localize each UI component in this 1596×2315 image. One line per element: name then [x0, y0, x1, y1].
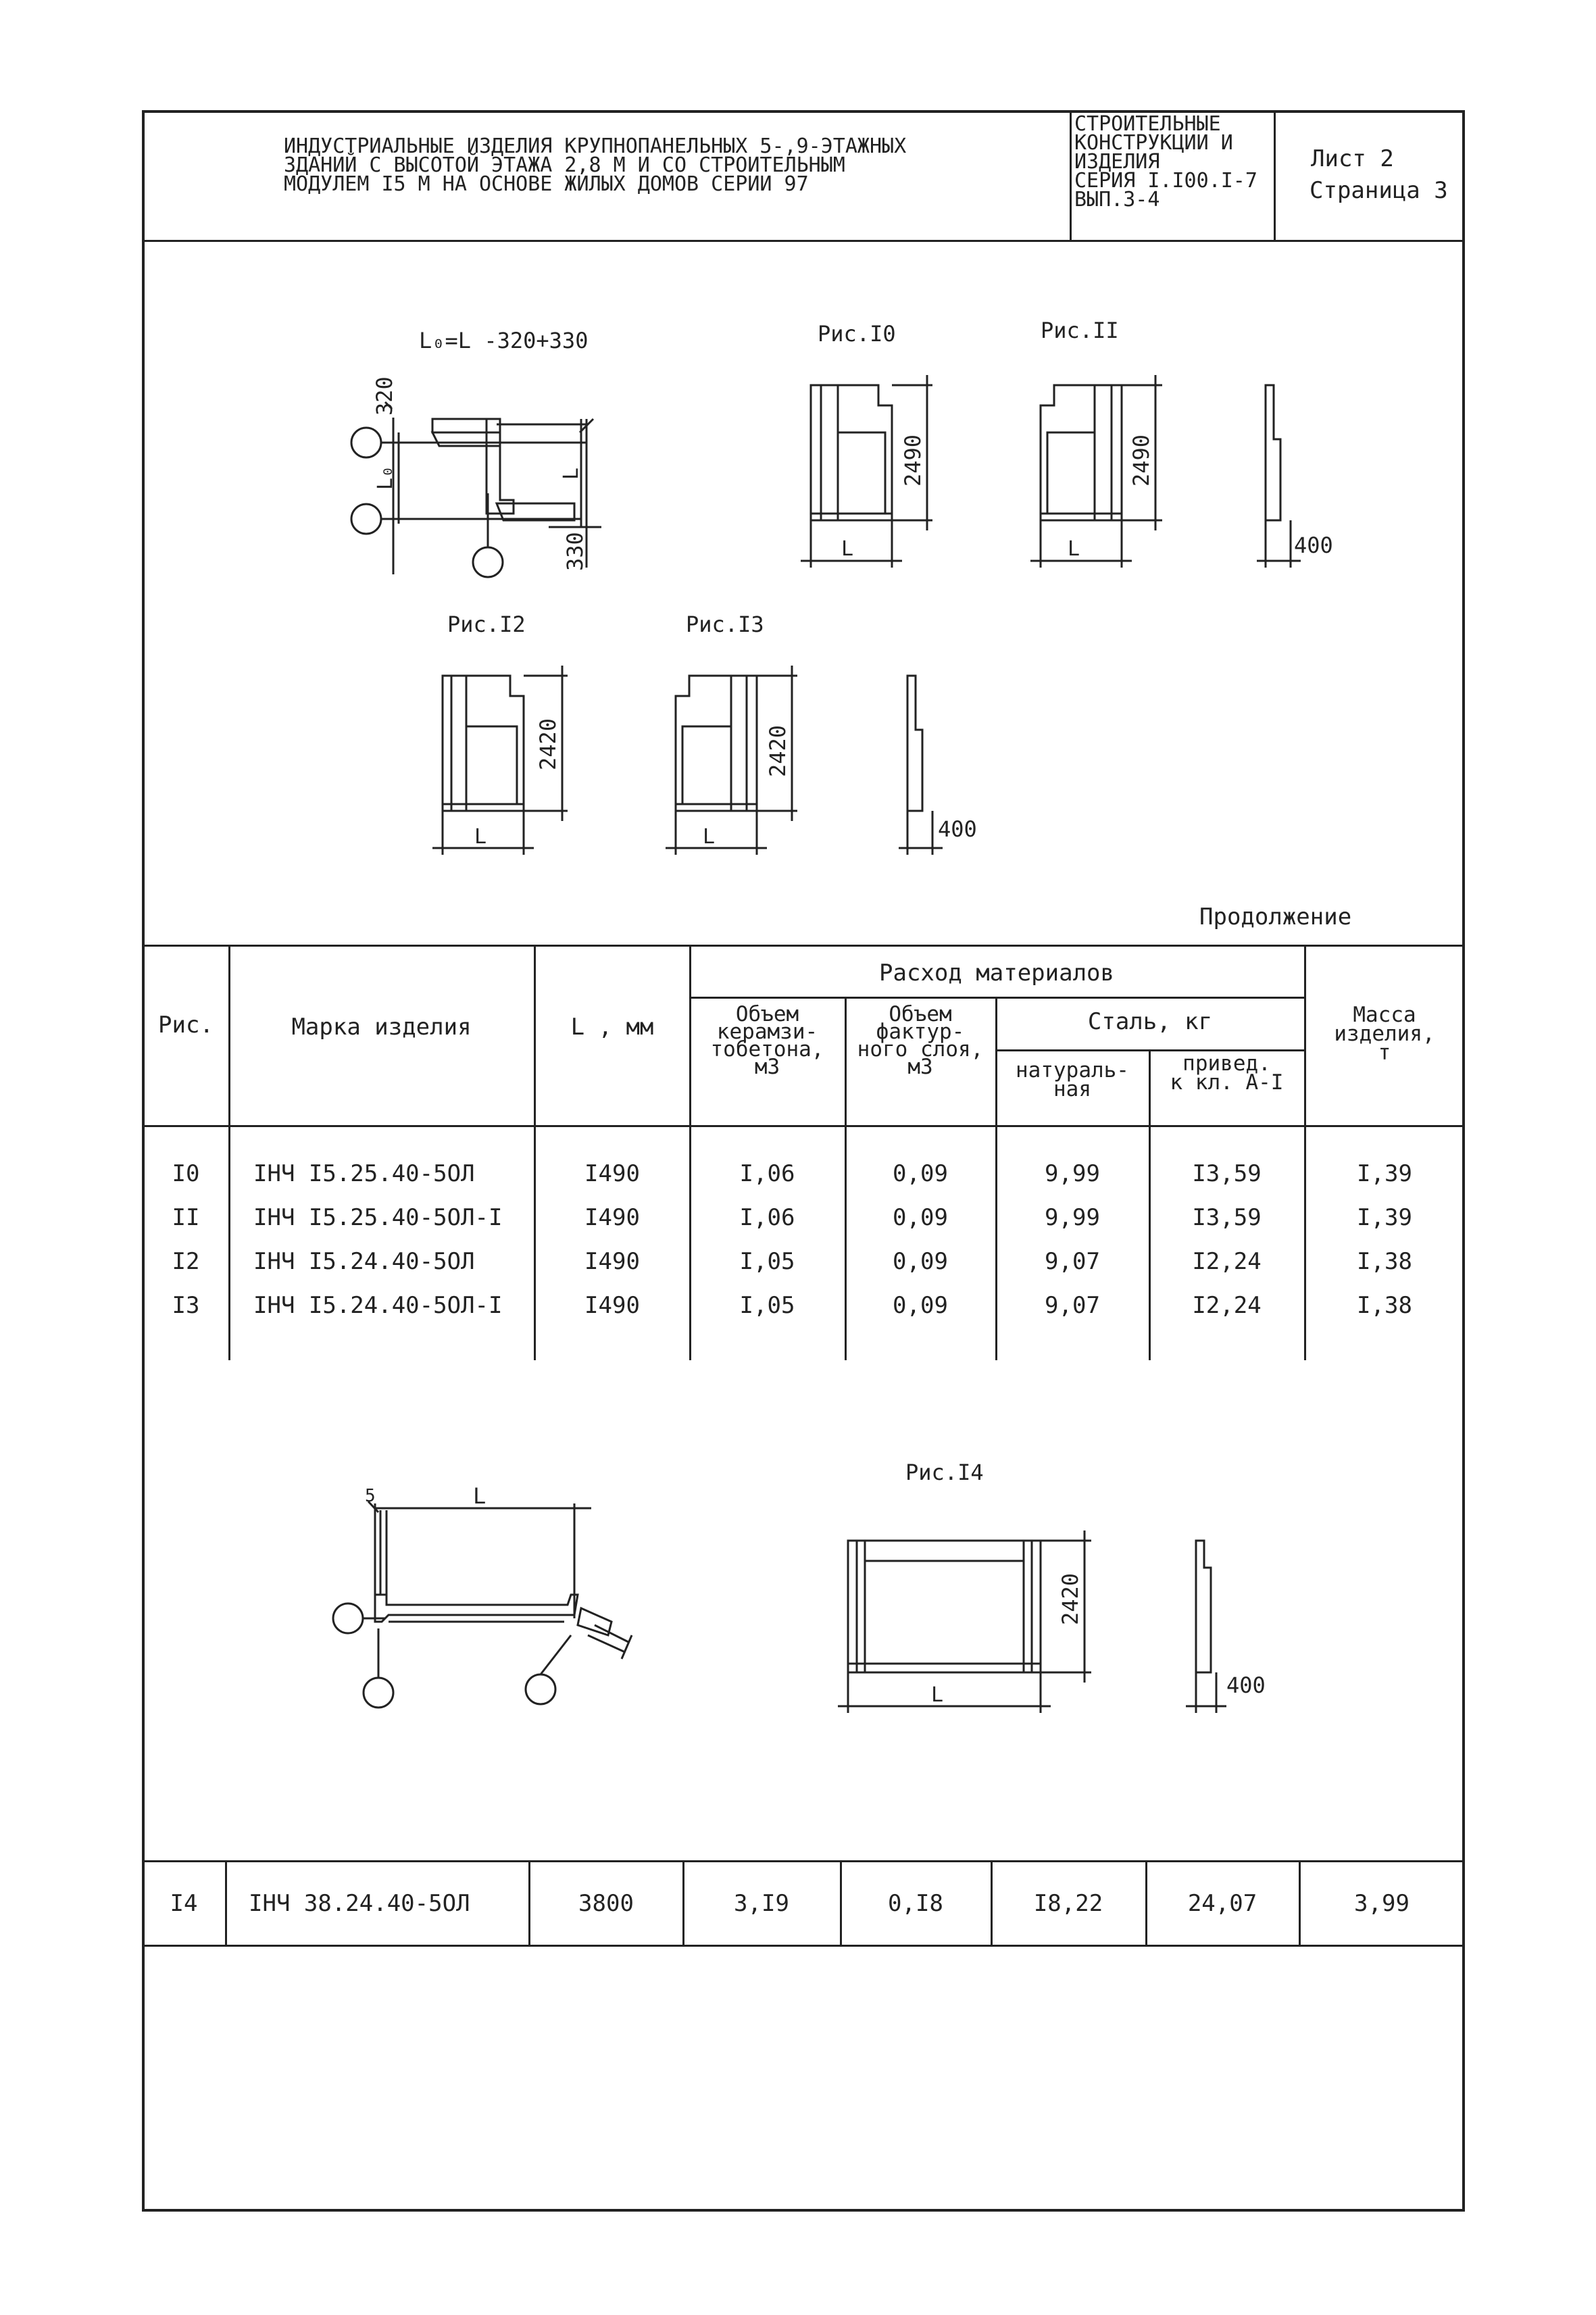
th-mark: Марка изделия [291, 1014, 472, 1041]
page-number: Страница 3 [1310, 177, 1448, 204]
th-natural-l2: ная [1053, 1077, 1091, 1101]
series-line-4: СЕРИЯ I.I00.I-7 [1074, 169, 1257, 193]
header-title-line-1: ИНДУСТРИАЛЬНЫЕ ИЗДЕЛИЯ КРУПНОПАНЕЛЬНЫХ 5-,9-ЭТАЖНЫХ [284, 134, 907, 158]
fig12-label: Рис.I2 [447, 612, 526, 637]
cell-fig: I4 [170, 1890, 198, 1917]
fig11-height: 2490 [1128, 434, 1154, 487]
th-mass-l2: изделия, [1334, 1022, 1435, 1046]
continuation-label: Продолжение [1199, 903, 1352, 930]
cell-reduced: I3,59 [1192, 1160, 1262, 1187]
sheet-number: Лист 2 [1311, 145, 1394, 172]
col-line-1 [228, 945, 230, 1360]
cell-vol1: I,06 [739, 1160, 795, 1187]
fig12-width: L [474, 825, 487, 849]
cell-natural: 9,07 [1045, 1248, 1100, 1275]
cell-fig: I3 [172, 1292, 200, 1319]
cell-natural: 9,99 [1045, 1204, 1100, 1231]
th-vol2-l2: фактур- [876, 1020, 965, 1044]
cell-mark: IНЧ I5.25.40-5ОЛ-I [253, 1204, 503, 1231]
cell-length: I490 [584, 1248, 640, 1275]
fig14-detail-L: L [473, 1483, 487, 1509]
row14-col-2 [528, 1860, 530, 1945]
th-reduced-l2: к кл. А-I [1170, 1070, 1284, 1095]
cell-vol2: 0,I8 [888, 1890, 943, 1917]
fig10-height: 2490 [900, 434, 926, 487]
cell-vol2: 0,09 [893, 1160, 948, 1187]
th-materials: Расход материалов [879, 960, 1114, 987]
th-vol-texture [847, 1002, 994, 1079]
cell-reduced: I3,59 [1192, 1204, 1262, 1231]
series-line-5: ВЫП.3-4 [1074, 188, 1160, 211]
cell-mark: IНЧ I5.24.40-5ОЛ [253, 1248, 475, 1275]
cell-natural: 9,07 [1045, 1292, 1100, 1319]
cell-length: I490 [584, 1160, 640, 1187]
cell-vol1: I,05 [739, 1292, 795, 1319]
drawings-fig14 [0, 1453, 1596, 1872]
th-vol-ceramsite [691, 1002, 843, 1079]
dim-5: 5 [365, 1486, 376, 1506]
fig11-width: L [1068, 537, 1080, 561]
cell-vol2: 0,09 [893, 1204, 948, 1231]
th-natural [997, 1058, 1147, 1101]
th-mass-l3: т [1378, 1041, 1391, 1065]
cell-length: I490 [584, 1292, 640, 1319]
th-reduced [1151, 1051, 1303, 1095]
cell-mass: I,38 [1357, 1248, 1412, 1275]
cell-mass: I,39 [1357, 1160, 1412, 1187]
cell-mark: IНЧ 38.24.40-5ОЛ [249, 1890, 470, 1917]
th-vol1-l1: Объем [735, 1002, 799, 1026]
th-steel: Сталь, кг [1087, 1008, 1213, 1035]
row14-top-line [142, 1860, 1465, 1862]
cell-mark: IНЧ I5.24.40-5ОЛ-I [253, 1292, 503, 1319]
fig13-side-400: 400 [938, 816, 977, 842]
table-top-line [142, 945, 1465, 947]
dim-320: 320 [372, 376, 397, 416]
th-vol1-l3: тобетона, [710, 1037, 824, 1062]
fig14-height: 2420 [1057, 1572, 1083, 1625]
row14-col-1 [225, 1860, 227, 1945]
cell-reduced: I2,24 [1192, 1292, 1262, 1319]
th-fig: Рис. [158, 1012, 214, 1039]
cell-natural: 9,99 [1045, 1160, 1100, 1187]
fig10-label: Рис.I0 [818, 321, 896, 347]
fig13-label: Рис.I3 [686, 612, 764, 637]
cell-vol2: 0,09 [893, 1248, 948, 1275]
th-vol2-l4: м3 [907, 1055, 933, 1079]
cell-reduced: I2,24 [1192, 1248, 1262, 1275]
fig12-height: 2420 [535, 718, 561, 770]
cell-length: I490 [584, 1204, 640, 1231]
fig14-width: L [931, 1683, 944, 1707]
cell-vol1: I,05 [739, 1248, 795, 1275]
dim-330: 330 [562, 532, 588, 571]
header-title-line-3: МОДУЛЕМ I5 М НА ОСНОВЕ ЖИЛЫХ ДОМОВ СЕРИИ 97 [284, 172, 809, 196]
dim-L-detail: L [559, 467, 583, 480]
th-mass-l1: Масса [1353, 1003, 1416, 1027]
col-line-2 [534, 945, 536, 1360]
series-line-2: КОНСТРУКЦИИ И [1074, 131, 1233, 155]
th-vol1-l4: м3 [754, 1055, 780, 1079]
cell-fig: I0 [172, 1160, 200, 1187]
cell-vol1: 3,I9 [734, 1890, 789, 1917]
top-formula: L₀=L -320+330 [419, 328, 589, 353]
th-mass [1306, 1003, 1463, 1065]
table-header-bottom-line [142, 1125, 1465, 1127]
fig10-width: L [841, 537, 854, 561]
cell-natural: I8,22 [1033, 1890, 1103, 1917]
cell-fig: I2 [172, 1248, 200, 1275]
fig11-side-400: 400 [1294, 532, 1333, 558]
fig14-side-400: 400 [1226, 1672, 1266, 1698]
cell-mass: I,39 [1357, 1204, 1412, 1231]
th-length: L , мм [570, 1014, 654, 1041]
cell-fig: II [172, 1204, 200, 1231]
header-title-line-2: ЗДАНИЙ С ВЫСОТОЙ ЭТАЖА 2,8 М И СО СТРОИТЕЛЬНЫМ [284, 153, 845, 177]
th-natural-l1: натураль- [1016, 1058, 1129, 1082]
cell-length: 3800 [578, 1890, 634, 1917]
fig13-height: 2420 [765, 724, 791, 777]
series-line-3: ИЗДЕЛИЯ [1074, 150, 1160, 174]
th-vol1-l2: керамзи- [716, 1020, 818, 1044]
row14-bottom-line [142, 1945, 1465, 1947]
cell-vol2: 0,09 [893, 1292, 948, 1319]
cell-reduced: 24,07 [1187, 1890, 1257, 1917]
dim-L0: L₀ [374, 465, 397, 490]
cell-vol1: I,06 [739, 1204, 795, 1231]
fig11-label: Рис.II [1041, 318, 1119, 343]
fig14-label: Рис.I4 [905, 1460, 984, 1485]
drawings-top [0, 0, 1596, 946]
fig13-width: L [703, 825, 716, 849]
cell-mark: IНЧ I5.25.40-5ОЛ [253, 1160, 475, 1187]
th-vol2-l1: Объем [889, 1002, 952, 1026]
cell-mass: 3,99 [1354, 1890, 1410, 1917]
th-vol2-l3: ного слоя, [857, 1037, 984, 1062]
cell-mass: I,38 [1357, 1292, 1412, 1319]
th-reduced-l1: привед. [1182, 1051, 1271, 1076]
series-line-1: СТРОИТЕЛЬНЫЕ [1074, 112, 1221, 136]
